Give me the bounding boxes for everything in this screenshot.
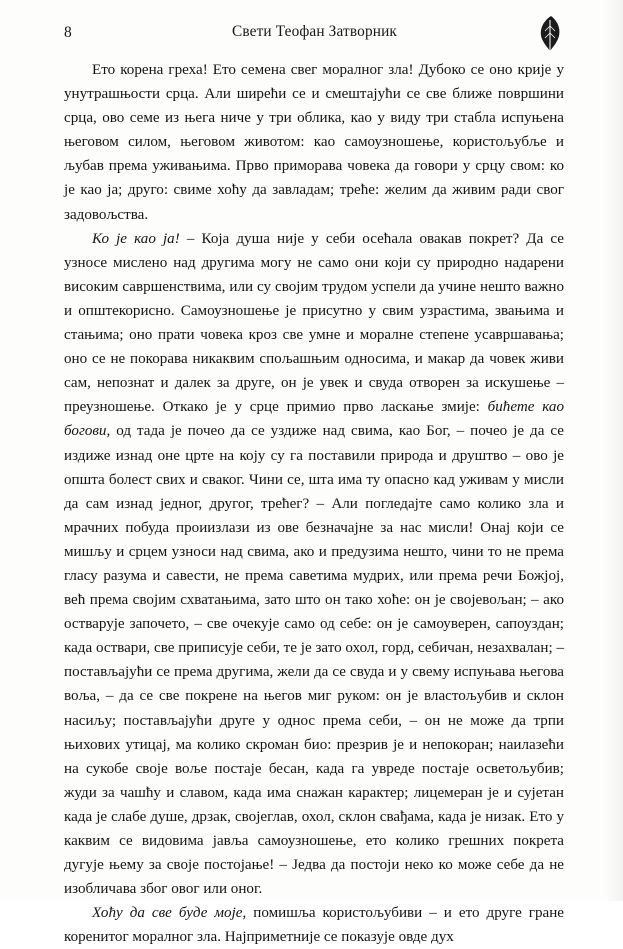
- text-run: – Која душа није у себи осећала овакав покрет? Да се узносе мислено над другима могу не само они који су природно надарени високим савршенствима, или су својим трудом успели да учине нешто важно и општекорисно. Самоузношење је присутно у свим узрастима, звањима и стањима; оно прати човека кроз све умне и моралне степене усавршавања; оно се не покорава никаквим спољашњим односима, и макар да човек живи сам, непознат и далек за друге, он је увек и свуда отворен за искушење – преузношење. Откако је у срце примио прво ласкање змије:: [64, 230, 564, 416]
- text-run: , од тада је почео да се уздиже над свима, као Бог, – почео је да се издиже изнад оне црте на коју су га поставили природа и друштво – ово је општа болест свих и сваког. Чини се, шта има ту опасно кад уживам у мисли да сам изнад једног, другог, трећег? – Али погледајте само колико зла и мрачних побуда проиизлази из ове безначајне за нас мисли! Онај који се мишљу и срцем узноси над свима, ако и предузима нешто, чини то не према гласу разума и савести, не према саветима мудрих, или према речи Божјој, већ према својим схватањима, зато што он тако хоће: он је својевољан; – ако остварује започето, – све очекује само од себе: он је самоуверен, сапоуздан; када оствари, све приписује себи, те је зато охол, горд, себичан, незахвалан; – постављајући се према другима, жели да се свуда и у свему испуњава његова воља, – да се све покрене на његов миг руком: он је властољубив и склон насиљу; постављајући друге у однос према себи, – он не може да трпи њихових утицај, ма колико скроман био: презрив је и непокоран; наилазећи на сукобе своје воље постаје бесан, када га увреде постаје осветољубив; жуди за чашћу и славом, када има снажан карактер; лицемеран је и сујетан када је слабе душе, дрзак, својеглав, охол, склон свађама, када је низак. Ето у каквим се видовима јавља самоузношење, ето колико грешних покрета дугује њему за своје постојање! – Једва да постоји неко ко може себе да не изобличава због овог или оног.: [64, 423, 564, 898]
- leaf-ornament-icon: [533, 14, 567, 54]
- page-header: [58, 20, 571, 54]
- paragraph: [64, 901, 564, 949]
- running-title: Свети Теофан Затворник: [232, 23, 397, 40]
- paragraph: [64, 227, 564, 902]
- text-run-italic: Хоћу да све буде моје: [92, 905, 243, 922]
- text-run-italic: Ко је као ја!: [92, 230, 180, 247]
- page-body: [64, 58, 564, 949]
- text-run-italic: бићете као богови: [64, 399, 564, 440]
- text-run: , помишља користољубиви – и ето друге гране коренитог моралног зла. Најприметније се показује овде дух: [64, 905, 564, 946]
- paragraph: [64, 58, 564, 227]
- page-number: 8: [64, 24, 72, 41]
- text-run: Ето корена греха! Ето семена свег моралног зла! Дубоко се оно крије у унутрашњости срца. Али ширећи се и смештајући се све ближе површини срца, ово семе из њега ниче у три облика, као у виду три стабла испуњена његовом силом, његовом животом: као самоузношење, користољубље и љубав према уживањима. Прво приморава човека да говори у срцу свом: ко је као ја; друго: свиме хоћу да завладам; треће: желим да живим ради свог задовољства.: [64, 62, 564, 223]
